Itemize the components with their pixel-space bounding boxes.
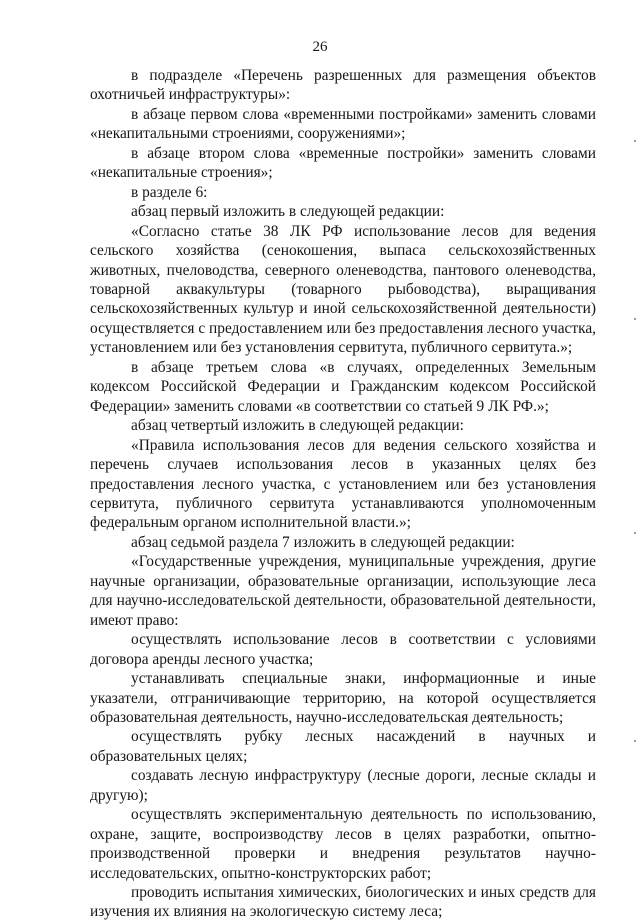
paragraph: осуществлять рубку лесных насаждений в научных и образовательных целях; [90, 728, 596, 765]
paragraph: в подразделе «Перечень разрешенных для размещения объектов охотничьей инфраструктуры»: [90, 67, 596, 104]
paragraph: создавать лесную инфраструктуру (лесные дороги, лесные склады и другую); [90, 767, 596, 804]
paragraph: «Правила использования лесов для ведения сельского хозяйства и перечень случаев использования лесов в указанных целях без предоставления лесного участка, с установлением или без установления сервитута, публичного сервитута устанавливаются уполномоченным федеральным органом исполнительной власти.»; [90, 436, 596, 532]
paragraph: в абзаце втором слова «временные постройки» заменить словами «некапитальные строения»; [90, 144, 596, 182]
paragraph: проводить испытания химических, биологических и иных средств для изучения их влияния на экологическую систему леса; [90, 884, 596, 921]
paragraph: в разделе 6: [131, 183, 208, 201]
paragraph: устанавливать специальные знаки, информационные и иные указатели, отграничивающие территорию, на которой осуществляется образовательная деятельность, научно-исследовательская деятельность; [90, 670, 596, 726]
paragraph: абзац седьмой раздела 7 изложить в следующей редакции: [131, 533, 515, 551]
paragraph: «Государственные учреждения, муниципальные учреждения, другие научные организации, образовательные организации, использующие леса для научно-исследовательской деятельности, образовательной деятельности, имеют право: [90, 553, 596, 629]
paragraph: «Согласно статье 38 ЛК РФ использование лесов для ведения сельского хозяйства (сенокошения, выпаса сельскохозяйственных животных, пчеловодства, северного оленеводства, пантового оленеводства, товарной аквакультуры (товарного рыбоводства), выращивания сельскохозяйственных культур и иной сельскохозяйственной деятельности) осуществляется с предоставлением или без предоставления лесного участка, установлением или без установления сервитута, публичного сервитута.»; [90, 222, 597, 357]
scan-artifact [634, 318, 636, 320]
scan-artifact [634, 532, 636, 534]
paragraph: осуществлять экспериментальную деятельность по использованию, охране, защите, воспроизводству лесов в целях разработки, опытно-производственной проверки и внедрения результатов научно-исследовательских, опытно-конструкторских работ; [90, 806, 596, 882]
paragraph: осуществлять использование лесов в соответствии с условиями договора аренды лесного участка; [90, 631, 596, 668]
paragraph: абзац первый изложить в следующей редакции: [131, 203, 445, 221]
paragraph: абзац четвертый изложить в следующей редакции: [131, 417, 464, 435]
scan-artifact [634, 140, 636, 142]
paragraph: в абзаце первом слова «временными постройками» заменить словами «некапитальными строениями, сооружениями»; [90, 105, 596, 143]
document-body [90, 66, 596, 922]
page-number: 26 [312, 39, 328, 55]
scan-artifact [634, 740, 636, 742]
paragraph: в абзаце третьем слова «в случаях, определенных Земельным кодексом Российской Федерации и Гражданским кодексом Российской Федерации» заменить словами «в соответствии со статьей 9 ЛК РФ.»; [90, 358, 596, 415]
